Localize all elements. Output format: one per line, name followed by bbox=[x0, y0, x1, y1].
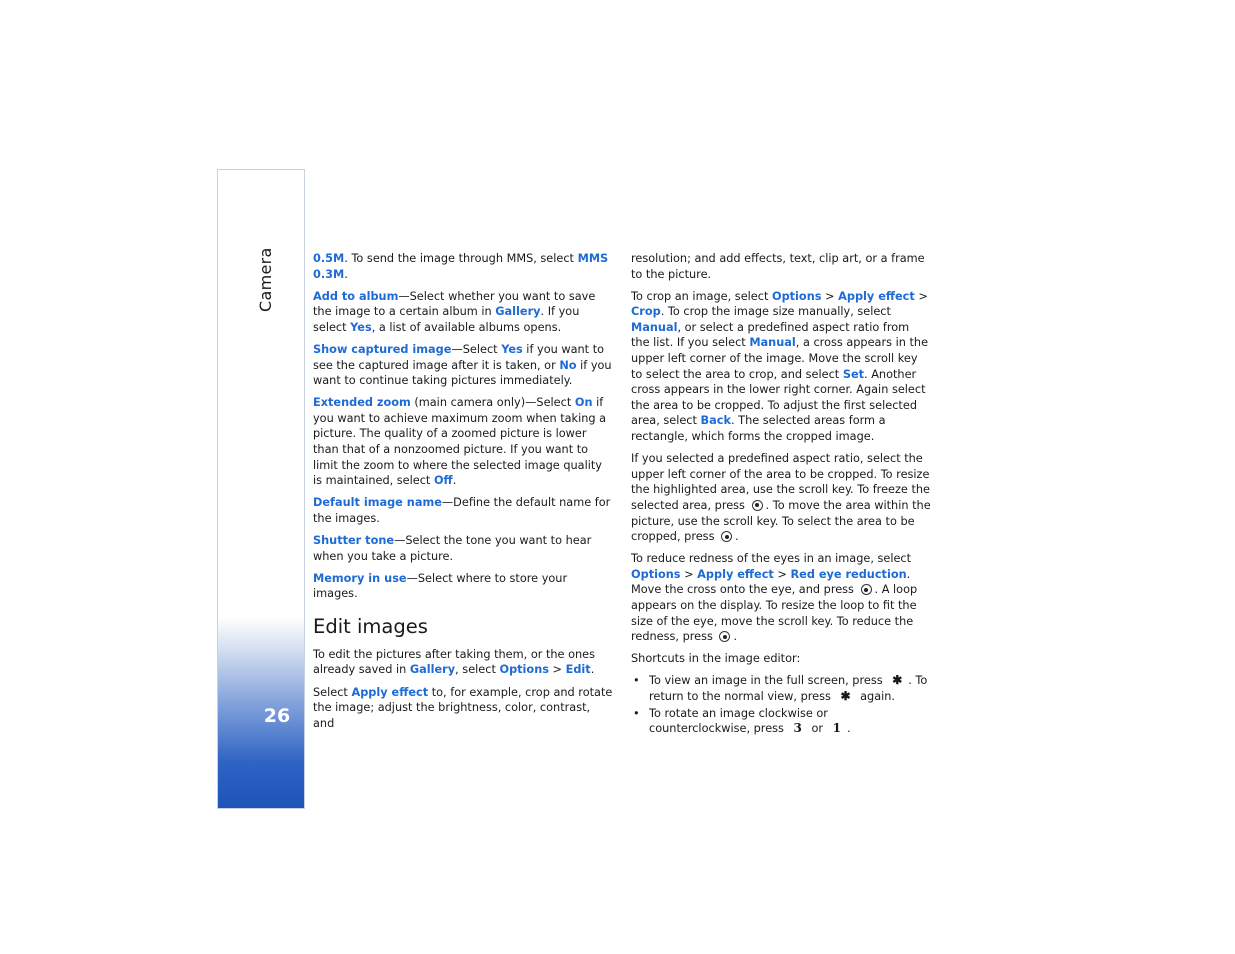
paragraph-memory-in-use: Memory in use—Select where to store your images. bbox=[313, 571, 568, 601]
scroll-key-select-icon bbox=[719, 631, 730, 642]
paragraph-apply-effect: Select Apply effect to, for example, crop and rotate the image; adjust the brightness, color, contrast, and bbox=[313, 685, 613, 730]
paragraph-add-to-album: Add to album—Select whether you want to save the image to a certain album in Gallery. If you select Yes, a list of available albums opens. bbox=[313, 289, 596, 334]
scroll-key-select-icon bbox=[861, 584, 872, 595]
star-key-icon: ✱ bbox=[892, 673, 903, 688]
paragraph-extended-zoom: Extended zoom (main camera only)—Select On if you want to achieve maximum zoom when taking a picture. The quality of a zoomed picture is lower than that of a nonzoomed picture. If you want to limit the zoom to where the selected image quality is maintained, select Off. bbox=[313, 396, 607, 488]
paragraph-shutter-tone: Shutter tone—Select the tone you want to hear when you take a picture. bbox=[313, 534, 592, 563]
star-key-icon: ✱ bbox=[840, 688, 851, 703]
page-number: 26 bbox=[263, 705, 291, 727]
scroll-key-select-icon bbox=[752, 500, 763, 511]
paragraph-resolution: 0.5M. To send the image through MMS, select MMS 0.3M. bbox=[313, 252, 609, 281]
shortcut-list bbox=[631, 673, 931, 736]
key-3-icon: 3 bbox=[793, 721, 802, 736]
paragraph-aspect-ratio: If you selected a predefined aspect ratio, select the upper left corner of the area to be cropped. To resize the highlighted area, use the scroll key. To freeze the selected area, press . To move the area within the picture, use the scroll key. To select the area to be cropped, press . bbox=[631, 452, 931, 544]
paragraph-show-captured-image: Show captured image—Select Yes if you want to see the captured image after it is taken, or No if you want to continue taking pictures immediately. bbox=[313, 342, 612, 388]
list-item: • To view an image in the full screen, press ✱ . To return to the normal view, press ✱ again. bbox=[631, 673, 931, 704]
paragraph-shortcuts: Shortcuts in the image editor: bbox=[631, 652, 801, 666]
paragraph-red-eye: To reduce redness of the eyes in an image, select Options > Apply effect > Red eye reduction. Move the cross onto the eye, and press . A loop appears on the display. To resize the loop to fit the size of the eye, move the scroll key. To reduce the redness, press . bbox=[631, 552, 918, 644]
left-column bbox=[313, 251, 613, 738]
paragraph-resolution-continued: resolution; and add effects, text, clip art, or a frame to the picture. bbox=[631, 252, 925, 281]
section-label: Camera bbox=[256, 247, 275, 312]
paragraph-default-image-name: Default image name—Define the default name for the images. bbox=[313, 496, 611, 525]
heading-edit-images: Edit images bbox=[313, 614, 428, 638]
right-column bbox=[631, 251, 931, 738]
paragraph-crop: To crop an image, select Options > Apply effect > Crop. To crop the image size manually, select Manual, or select a predefined aspect ratio from the list. If you select Manual, a cross appears in the upper left corner of the image. Move the scroll key to select the area to crop, and select Set. Another cross appears in the lower right corner. Again select the area to be cropped. To adjust the first selected area, select Back. The selected areas form a rectangle, which forms the cropped image. bbox=[631, 289, 929, 444]
key-1-icon: 1 bbox=[832, 721, 841, 736]
list-item: • To rotate an image clockwise or counterclockwise, press 3 or 1 . bbox=[631, 706, 931, 737]
paragraph-edit-intro: To edit the pictures after taking them, or the ones already saved in Gallery, select Options > Edit. bbox=[313, 647, 596, 677]
scroll-key-select-icon bbox=[721, 531, 732, 542]
